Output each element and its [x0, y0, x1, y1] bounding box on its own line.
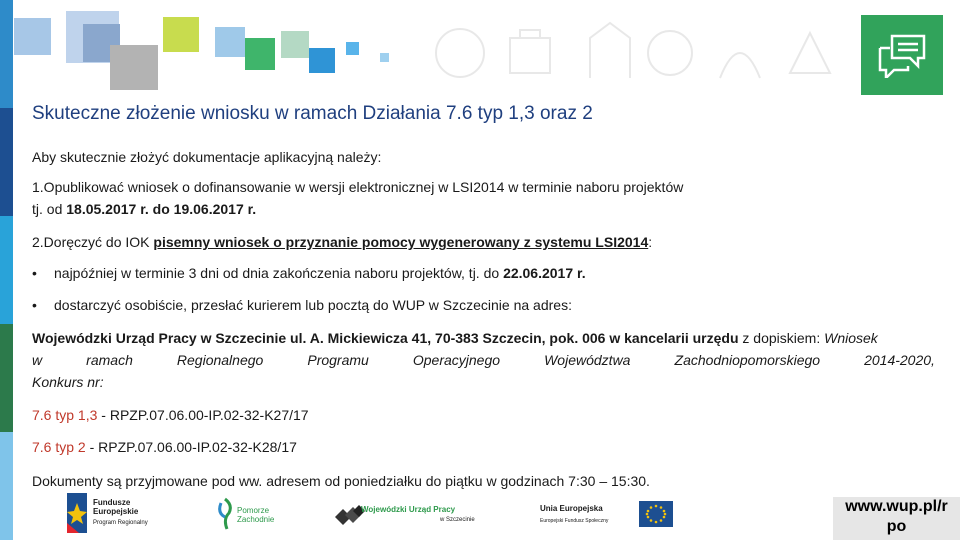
- address-italic-start: Wniosek: [824, 330, 878, 346]
- wup-logo-line2: w Szczecinie: [440, 517, 475, 523]
- competition-1: [32, 404, 309, 426]
- intro-text: Aby skutecznie złożyć dokumentacje aplikacyjną należy:: [32, 149, 382, 165]
- pomorze-logo: [215, 493, 285, 535]
- address-word: Operacyjnego: [412, 352, 501, 368]
- bullet-item-1: [32, 262, 586, 284]
- address-word: w: [32, 352, 43, 368]
- pomorze-logo-line1: Pomorze: [237, 506, 270, 515]
- address-line1: [32, 327, 878, 349]
- fe-logo-line3: Program Regionalny: [93, 520, 148, 526]
- fe-star-icon: [65, 493, 89, 533]
- address-bold: Wojewódzki Urząd Pracy w Szczecinie ul. A. Mickiewicza 41, 70-383 Szczecin, pok. 006 w kancelarii urzędu: [32, 330, 739, 346]
- chat-bubbles-icon: [876, 32, 928, 78]
- bullet-1-date: 22.06.2017 r.: [503, 265, 586, 281]
- competition-2-sep: -: [85, 439, 99, 455]
- left-color-strip: [0, 0, 13, 540]
- address-word: Regionalnego: [176, 352, 264, 368]
- bullet-symbol: •: [32, 265, 37, 281]
- step1-date-range: 18.05.2017 r. do 19.06.2017 r.: [66, 201, 257, 217]
- address-line3: Konkurs nr:: [32, 374, 104, 390]
- competition-2-label: 7.6 typ 2: [32, 439, 86, 455]
- website-url-line2: po: [886, 518, 907, 535]
- bullet-2-text: dostarczyć osobiście, przesłać kurierem lub pocztą do WUP w Szczecinie na adres:: [54, 297, 572, 313]
- griffin-icon: [215, 497, 235, 531]
- step1-line2: [32, 198, 256, 220]
- fe-logo-line2: Europejskie: [93, 507, 139, 516]
- step2-underlined: pisemny wniosek o przyznanie pomocy wygenerowany z systemu LSI2014: [153, 234, 649, 250]
- address-word: ramach: [86, 352, 133, 368]
- step2-line: [32, 231, 652, 253]
- chat-corner-badge: [861, 15, 943, 95]
- competition-1-sep: -: [97, 407, 110, 423]
- ue-logo-line1: Unia Europejska: [540, 504, 603, 513]
- bullet-symbol: •: [32, 297, 37, 313]
- ue-logo: [540, 493, 675, 535]
- step2-prefix: 2.Doręczyć do IOK: [32, 234, 154, 250]
- wup-logo-line1: Wojewódzki Urząd Pracy: [361, 505, 456, 514]
- bullet-1-text: najpóźniej w terminie 3 dni od dnia zakończenia naboru projektów, tj. do: [54, 265, 504, 281]
- eu-flag-icon: [639, 501, 673, 527]
- documents-hours: Dokumenty są przyjmowane pod ww. adresem od poniedziałku do piątku w godzinach 7:30 – 15:30.: [32, 473, 650, 489]
- background-icons: [420, 8, 850, 98]
- competition-2-code: RPZP.07.06.00-IP.02-32-K28/17: [98, 439, 297, 455]
- address-normal: z dopiskiem:: [738, 330, 825, 346]
- wup-logo: [335, 493, 485, 535]
- address-line2: [32, 349, 935, 371]
- ue-logo-line2: Europejski Fundusz Społeczny: [540, 518, 609, 524]
- website-url-line1: www.wup.pl/r: [845, 498, 948, 515]
- website-url[interactable]: [833, 497, 960, 540]
- fe-logo-line1: Fundusze: [93, 498, 131, 507]
- pomorze-logo-line2: Zachodnie: [237, 515, 275, 524]
- address-word: Programu: [307, 352, 369, 368]
- competition-2: [32, 436, 297, 458]
- step2-suffix: :: [648, 234, 653, 250]
- competition-1-label: 7.6 typ 1,3: [32, 407, 98, 423]
- step1-date-prefix: tj. od: [32, 201, 67, 217]
- competition-1-code: RPZP.07.06.00-IP.02-32-K27/17: [109, 407, 309, 423]
- address-word: 2014-2020,: [864, 352, 935, 368]
- step1-line1: 1.Opublikować wniosek o dofinansowanie w wersji elektronicznej w LSI2014 w terminie naboru projektów: [32, 179, 684, 195]
- bullet-item-2: [32, 294, 572, 316]
- address-word: Województwa: [544, 352, 631, 368]
- address-word: Zachodniopomorskiego: [674, 352, 821, 368]
- page-title: Skuteczne złożenie wniosku w ramach Działania 7.6 typ 1,3 oraz 2: [32, 103, 593, 124]
- fe-logo: [65, 493, 155, 535]
